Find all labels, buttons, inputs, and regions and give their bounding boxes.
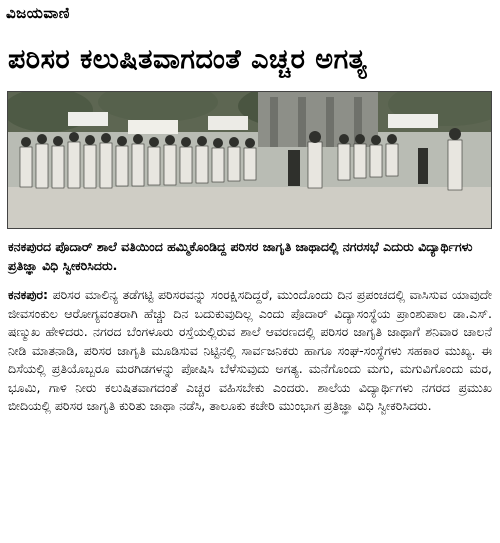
article-dateline: ಕನಕಪುರ: bbox=[8, 287, 48, 302]
newspaper-masthead: ವಿಜಯವಾಣಿ bbox=[6, 4, 70, 22]
article-headline: ಪರಿಸರ ಕಲುಷಿತವಾಗದಂತೆ ಎಚ್ಚರ ಅಗತ್ಯ bbox=[8, 44, 368, 75]
article-body bbox=[8, 286, 492, 416]
article-body-text: ಪರಿಸರ ಮಾಲಿನ್ಯ ತಡೆಗಟ್ಟಿ ಪರಿಸರವನ್ನು ಸಂರಕ್ಷಿಸದಿದ್ದರೆ, ಮುಂದೊಂದು ದಿನ ಪ್ರಪಂಚದಲ್ಲಿ ವಾಸಿಸುವ ಯಾವುದೇ ಜೀವಸಂಕುಲ ಆರೋಗ್ಯವಂತರಾಗಿ ಹೆಚ್ಚು ದಿನ ಬದುಕುವುದಿಲ್ಲ ಎಂದು ಪೊದಾರ್ ವಿದ್ಯಾಸಂಸ್ಥೆಯ ಪ್ರಾಂಶುಪಾಲ ಡಾ.ಎಸ್. ಷಣ್ಮುಖ ಹೇಳಿದರು. ನಗರದ ಬೆಂಗಳೂರು ರಸ್ತೆಯಲ್ಲಿರುವ ಶಾಲೆ ಆವರಣದಲ್ಲಿ ಪರಿಸರ ಜಾಗೃತಿ ಜಾಥಾಗೆ ಶನಿವಾರ ಚಾಲನೆ ನೀಡಿ ಮಾತನಾಡಿ, ಪರಿಸರ ಜಾಗೃತಿ ಮೂಡಿಸುವ ನಿಟ್ಟಿನಲ್ಲಿ ಸಾರ್ವಜನಿಕರು ಹಾಗೂ ಸಂಘ-ಸಂಸ್ಥೆಗಳು ಸಹಕಾರ ಮುಖ್ಯ. ಈ ದಿಸೆಯಲ್ಲಿ ಪ್ರತಿಯೊಬ್ಬರೂ ಮರಗಿಡಗಳನ್ನು ಪೋಷಿಸಿ ಬೆಳೆಸುವುದು ಅಗತ್ಯ. ಮನೆಗೊಂದು ಮಗು, ಮಗುವಿಗೊಂದು ಮರ, ಭೂಮಿ, ಗಾಳಿ ನೀರು ಕಲುಷಿತವಾಗದಂತೆ ಎಚ್ಚರ ವಹಿಸಬೇಕು ಎಂದರು. ಶಾಲೆಯ ವಿದ್ಯಾರ್ಥಿಗಳು ನಗರದ ಪ್ರಮುಖ ಬೀದಿಯಲ್ಲಿ ಪರಿಸರ ಜಾಗೃತಿ ಕುರಿತು ಜಾಥಾ ನಡೆಸಿ, ತಾಲೂಕು ಕಚೇರಿ ಮುಂಭಾಗ ಪ್ರತಿಜ್ಞಾ ವಿಧಿ ಸ್ವೀಕರಿಸಿದರು. bbox=[8, 287, 492, 413]
photo-caption: ಕನಕಪುರದ ಪೊದಾರ್ ಶಾಲೆ ವತಿಯಿಂದ ಹಮ್ಮಿಕೊಂಡಿದ್ದ ಪರಿಸರ ಜಾಗೃತಿ ಜಾಥಾದಲ್ಲಿ ನಗರಸಭೆ ಎದುರು ವಿದ್ಯಾರ್ಥಿಗಳು ಪ್ರತಿಜ್ಞಾ ವಿಧಿ ಸ್ವೀಕರಿಸಿದರು. bbox=[8, 239, 473, 273]
rally-photo bbox=[7, 91, 492, 229]
